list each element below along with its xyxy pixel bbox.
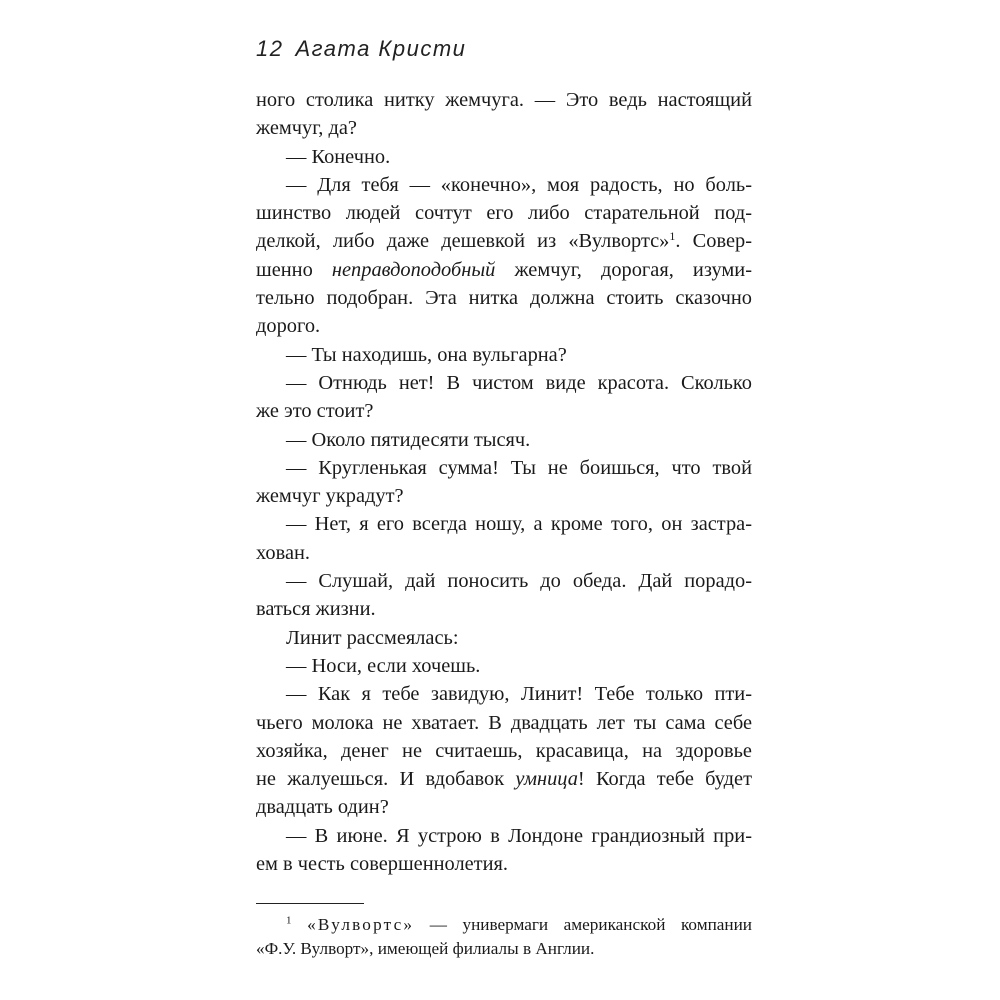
footnote-line: «Ф.У. Вулворт», имеющей филиалы в Англии. [256,939,595,958]
footnote [256,913,752,961]
text-line: ваться жизни. [256,598,376,621]
text-line: хозяйка, денег не считаешь, красавица, на здоровье [256,739,752,762]
text-line: хован. [256,541,311,564]
italic-emphasis: умница [515,768,578,791]
text-line: — В июне. Я устрою в Лондоне грандиозный при- [286,824,752,847]
footnote-marker: 1 [286,914,292,927]
text-line: ного столика нитку жемчуга. — Это ведь настоящий [256,89,752,111]
footnote-text: — универмаги американской компании [414,915,752,934]
text-line: жемчуг, да? [256,117,357,140]
text-line [256,765,752,793]
footnote-line [256,913,752,937]
author-name: Агата Кристи [295,36,467,61]
page-number: 12 [256,36,284,61]
text-line: — Кругленькая сумма! Ты не боишься, что твой [286,456,752,479]
text-segment: . Совер- [675,230,752,253]
text-line: — Отнюдь нет! В чистом виде красота. Сколько [286,371,752,394]
text-line: Линит рассмеялась: [286,626,459,649]
running-head [256,36,466,62]
footnote-term: «Вулвортс» [307,915,415,934]
text-line: — Для тебя — «конечно», моя радость, но боль- [286,173,752,196]
text-segment: ! Когда тебе будет [577,768,752,791]
text-line [256,227,752,255]
footnote-reference[interactable]: 1 [669,229,676,244]
text-line: — Как я тебе завидую, Линит! Тебе только пти- [286,683,752,706]
italic-emphasis: неправдоподобный [331,258,496,281]
footnote-divider [256,903,364,904]
text-line: — Ты находишь, она вульгарна? [286,343,567,366]
text-segment: жемчуг, дорогая, изуми- [495,258,752,281]
text-line: — Около пятидесяти тысяч. [286,428,531,451]
text-line: — Конечно. [286,145,391,168]
text-segment: шенно [256,258,332,281]
text-line: жемчуг украдут? [256,485,404,508]
text-line: — Носи, если хочешь. [286,654,481,677]
text-line: же это стоит? [256,400,374,423]
text-line: — Нет, я его всегда ношу, а кроме того, он застра- [286,513,752,536]
text-segment: не жалуешься. И вдобавок [256,768,516,791]
text-segment: делкой, либо даже дешевкой из «Вулвортс» [256,230,670,253]
text-line: тельно подобран. Эта нитка должна стоить сказочно [256,287,752,310]
text-line: чьего молока не хватает. В двадцать лет ты сама себе [256,711,752,734]
text-line: шинство людей сочтут его либо старательной под- [256,202,752,225]
text-line [256,256,752,284]
body-text [256,86,752,878]
text-line: — Слушай, дай поносить до обеда. Дай порадо- [286,570,752,593]
text-line: ем в честь совершеннолетия. [256,853,508,876]
text-line: двадцать один? [256,796,389,819]
text-line: дорого. [256,315,321,338]
